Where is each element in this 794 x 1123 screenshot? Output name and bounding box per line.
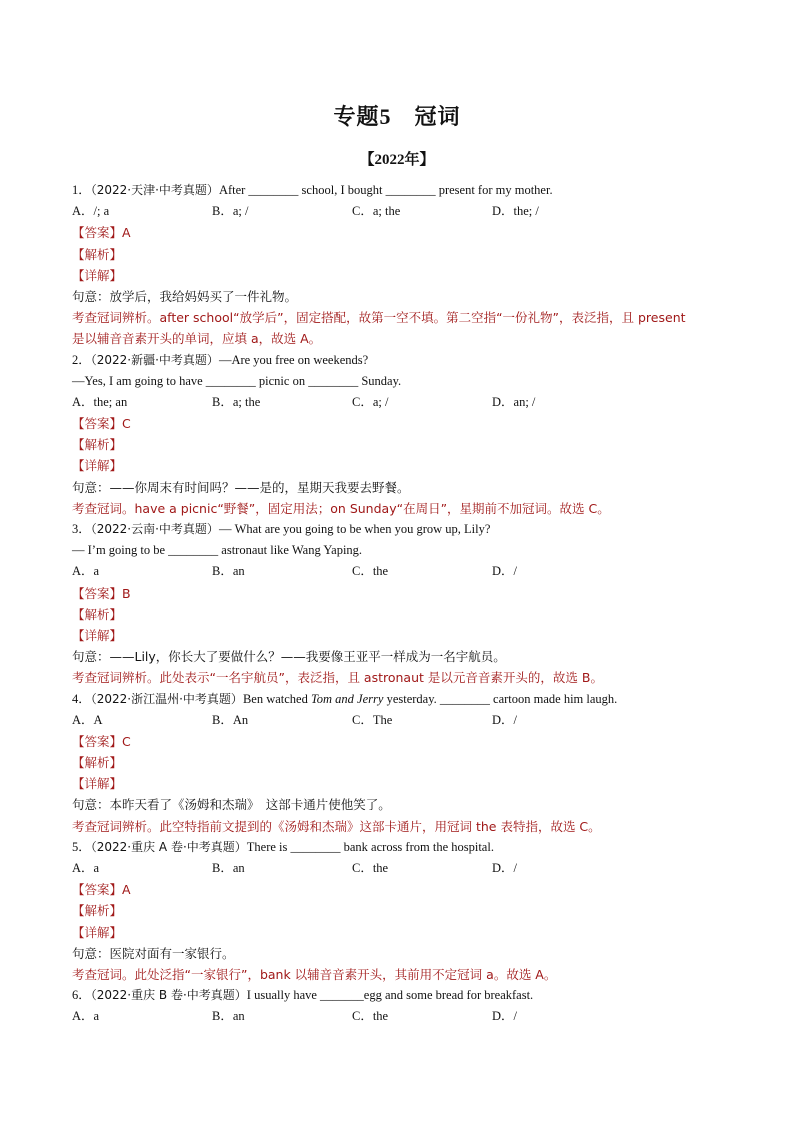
option-c: C．the bbox=[352, 1009, 389, 1024]
sentence-meaning: 句意：医院对面有一家银行。 bbox=[72, 945, 235, 961]
option-d: D．/ bbox=[492, 1009, 518, 1024]
option-d: D．an; / bbox=[492, 394, 536, 409]
explanation: 考查冠词辨析。此处表示“一名宇航员”，表泛指，且 astronaut 是以元音音素开头的，故选 B。 bbox=[72, 670, 603, 686]
explanation: 考查冠词。此处泛指“一家银行”，bank 以辅音音素开头，其前用不定冠词 a。故选 A。 bbox=[72, 966, 557, 982]
question-3-options bbox=[72, 561, 732, 582]
option-c: C．the bbox=[352, 564, 389, 579]
detail-label: 【详解】 bbox=[72, 924, 123, 940]
option-a: A．a bbox=[72, 1009, 100, 1024]
question-5-options bbox=[72, 858, 732, 879]
answer-label: 【答案】B bbox=[72, 585, 131, 601]
option-c: C．The bbox=[352, 712, 393, 727]
option-a: A．/; a bbox=[72, 204, 110, 219]
explanation-cont: 是以辅音音素开头的单词，应填 a，故选 A。 bbox=[72, 331, 322, 347]
option-c: C．a; / bbox=[352, 394, 389, 409]
questions-list bbox=[72, 180, 732, 1028]
sentence-meaning: 句意：——Lily，你长大了要做什么？——我要像王亚平一样成为一名宇航员。 bbox=[72, 649, 506, 665]
detail-label: 【详解】 bbox=[72, 776, 123, 792]
question-2-stem-line2: —Yes, I am going to have ________ picnic on ________ Sunday. bbox=[72, 373, 402, 388]
question-1-stem: 1．（2022·天津·中考真题）After ________ school, I bought ________ present for my mother. bbox=[72, 183, 553, 197]
option-b: B．a; / bbox=[212, 204, 249, 219]
question-3-stem-line2: — I’m going to be ________ astronaut like Wang Yaping. bbox=[72, 543, 363, 558]
question-1-options bbox=[72, 201, 732, 222]
question-2-options bbox=[72, 392, 732, 413]
question-5-stem: 5．（2022·重庆 A 卷·中考真题）There is ________ bank across from the hospital. bbox=[72, 839, 494, 854]
option-d: D．the; / bbox=[492, 204, 539, 219]
answer-label: 【答案】C bbox=[72, 733, 131, 749]
option-a: A．the; an bbox=[72, 394, 128, 409]
answer-label: 【答案】A bbox=[72, 882, 131, 898]
option-b: B．an bbox=[212, 1009, 245, 1024]
sentence-meaning: 句意：——你周末有时间吗？——是的，星期天我要去野餐。 bbox=[72, 479, 410, 495]
option-c: C．a; the bbox=[352, 204, 401, 219]
analysis-label: 【解析】 bbox=[72, 246, 123, 262]
sentence-meaning: 句意：放学后，我给妈妈买了一件礼物。 bbox=[72, 288, 298, 304]
detail-label: 【详解】 bbox=[72, 627, 123, 643]
question-6-options bbox=[72, 1006, 732, 1027]
explanation: 考查冠词辨析。此空特指前文提到的《汤姆和杰瑞》这部卡通片，用冠词 the 表特指，故选 C。 bbox=[72, 818, 601, 834]
detail-label: 【详解】 bbox=[72, 458, 123, 474]
sentence-meaning: 句意：本昨天看了《汤姆和杰瑞》 这部卡通片使他笑了。 bbox=[72, 797, 391, 813]
option-d: D．/ bbox=[492, 564, 518, 579]
answer-label: 【答案】C bbox=[72, 416, 131, 432]
option-a: A．A bbox=[72, 712, 103, 727]
section-year: 【2022年】 bbox=[359, 152, 435, 168]
option-b: B．an bbox=[212, 564, 245, 579]
question-4-stem: 4．（2022·浙江温州·中考真题）Ben watched Tom and Jerry yesterday. ________ cartoon made him laugh. bbox=[72, 691, 618, 706]
option-d: D．/ bbox=[492, 861, 518, 875]
page-title: 专题5 冠词 bbox=[333, 104, 461, 129]
analysis-label: 【解析】 bbox=[72, 606, 123, 622]
option-b: B．a; the bbox=[212, 394, 261, 409]
answer-label: 【答案】A bbox=[72, 225, 131, 241]
analysis-label: 【解析】 bbox=[72, 437, 123, 453]
question-3-stem: 3．（2022·云南·中考真题）— What are you going to be when you grow up, Lily? bbox=[72, 522, 491, 536]
option-a: A．a bbox=[72, 861, 100, 875]
option-c: C．the bbox=[352, 861, 389, 875]
detail-label: 【详解】 bbox=[72, 267, 123, 283]
question-2-stem: 2．（2022·新疆·中考真题）—Are you free on weekends? bbox=[72, 352, 369, 367]
option-d: D．/ bbox=[492, 712, 518, 727]
question-6-stem: 6．（2022·重庆 B 卷·中考真题）I usually have _______egg and some bread for breakfast. bbox=[72, 988, 534, 1003]
explanation: 考查冠词。have a picnic“野餐”，固定用法；on Sunday“在周日”，星期前不加冠词。故选 C。 bbox=[72, 500, 610, 516]
analysis-label: 【解析】 bbox=[72, 903, 123, 919]
option-a: A．a bbox=[72, 564, 100, 579]
option-b: B．An bbox=[212, 712, 249, 727]
option-b: B．an bbox=[212, 861, 245, 875]
explanation: 考查冠词辨析。after school“放学后”，固定搭配，故第一空不填。第二空指“一份礼物”，表泛指，且 present bbox=[72, 310, 686, 326]
analysis-label: 【解析】 bbox=[72, 755, 123, 771]
question-4-options bbox=[72, 710, 732, 731]
